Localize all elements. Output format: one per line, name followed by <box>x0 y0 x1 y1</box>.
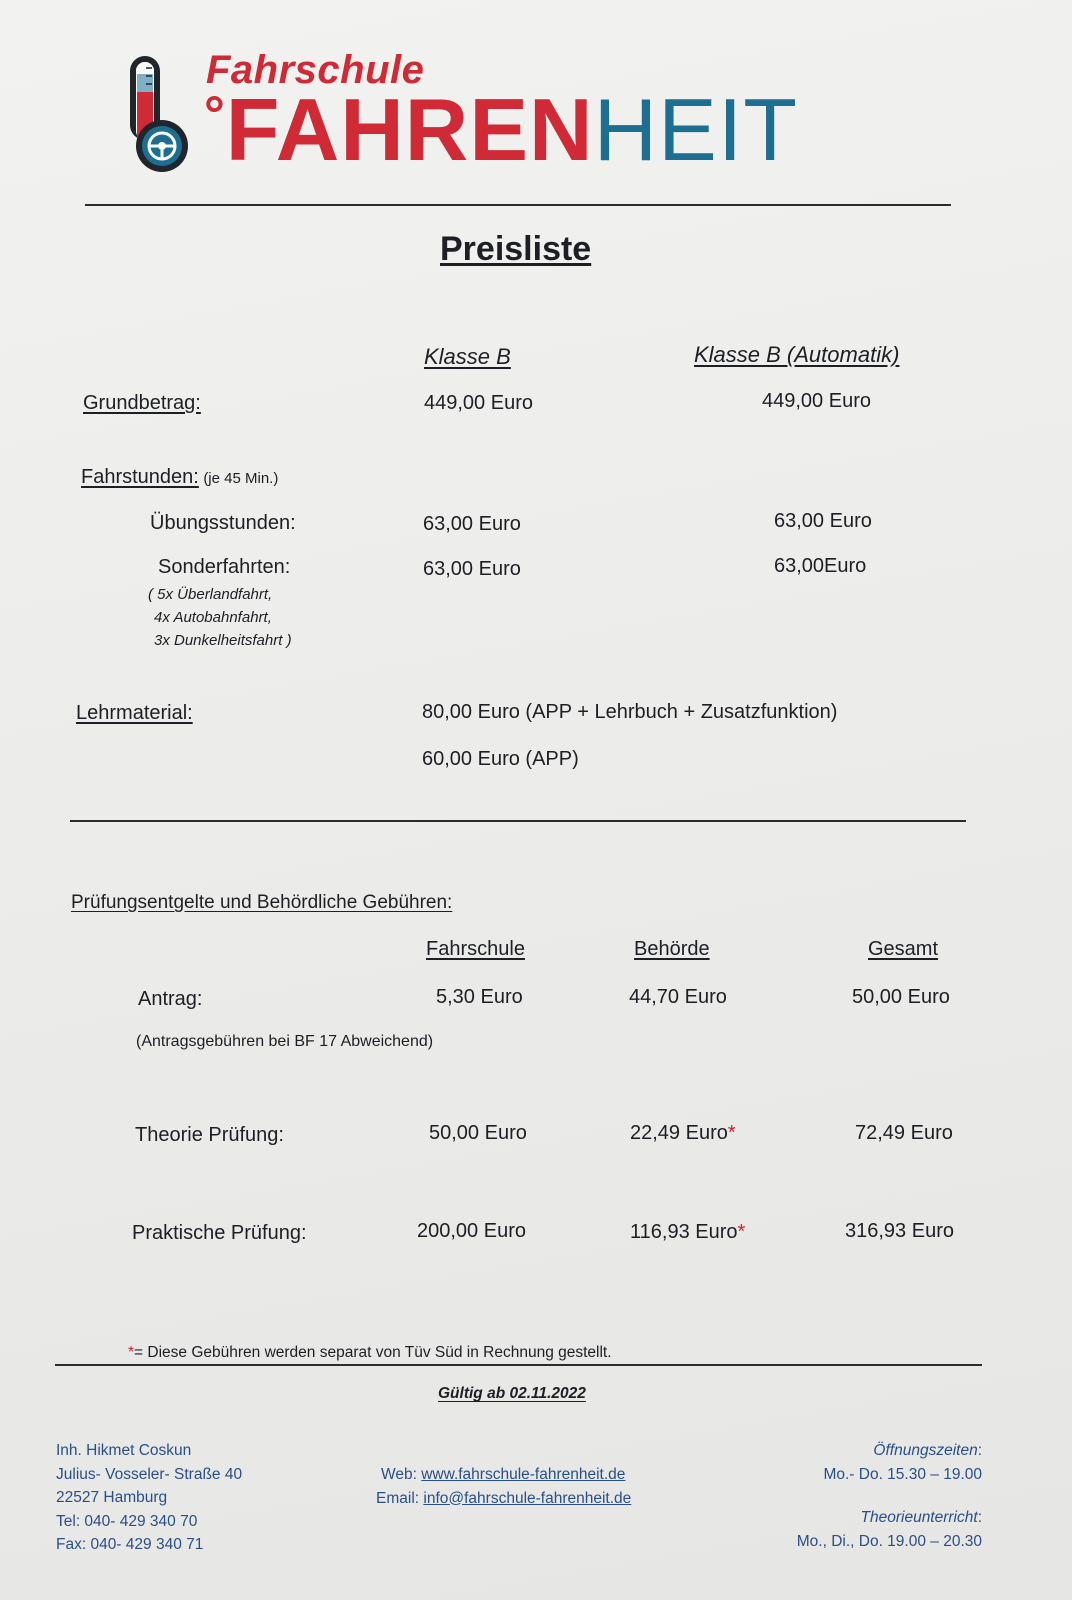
brand-heit: HEIT <box>593 80 799 179</box>
praxis-behoerde <box>630 1221 745 1244</box>
fees-heading: Prüfungsentgelte und Behördliche Gebühren: <box>71 892 453 913</box>
hours-label: Öffnungszeiten <box>873 1442 978 1459</box>
praxis-fahrschule: 200,00 Euro <box>417 1220 526 1242</box>
theorie-behoerde <box>630 1122 736 1145</box>
website-link[interactable]: www.fahrschule-fahrenheit.de <box>421 1466 626 1483</box>
lehrmaterial-option-1: 80,00 Euro (APP + Lehrbuch + Zusatzfunktion) <box>422 701 838 723</box>
theorie-fahrschule: 50,00 Euro <box>429 1122 527 1144</box>
sonder-detail-3: 3x Dunkelheitsfahrt ) <box>154 632 292 649</box>
theorie-behoerde-value: 22,49 Euro <box>630 1122 728 1144</box>
brand-main-text <box>204 80 799 179</box>
theorie-label: Theorie Prüfung: <box>135 1124 284 1146</box>
sonder-label: Sonderfahrten: <box>158 556 291 578</box>
uebung-b: 63,00 Euro <box>423 513 521 535</box>
footer-city: 22527 Hamburg <box>56 1489 168 1506</box>
thermometer-logo-icon <box>124 52 192 174</box>
footer-divider <box>55 1364 982 1366</box>
footer-owner: Inh. Hikmet Coskun <box>56 1442 192 1459</box>
antrag-gesamt: 50,00 Euro <box>852 986 950 1008</box>
lehrmaterial-label: Lehrmaterial: <box>76 702 193 724</box>
fahrstunden-heading <box>81 466 278 489</box>
sonder-detail-2: 4x Autobahnfahrt, <box>154 609 272 626</box>
sonder-auto: 63,00Euro <box>774 555 867 577</box>
brand-fahren: FAHREN <box>225 80 594 179</box>
fee-footnote <box>128 1344 612 1362</box>
class-b-heading: Klasse B <box>424 344 511 369</box>
footer-hours <box>797 1439 982 1553</box>
section-divider <box>70 820 966 822</box>
header-divider <box>85 204 951 206</box>
praxis-gesamt: 316,93 Euro <box>845 1220 954 1242</box>
hours-value: Mo.- Do. 15.30 – 19.00 <box>823 1465 982 1483</box>
theorie-star: * <box>727 1122 736 1144</box>
brand-top-text: Fahrschule <box>206 48 425 92</box>
sonder-b: 63,00 Euro <box>423 558 521 580</box>
footer-street: Julius- Vosseler- Straße 40 <box>56 1465 243 1483</box>
theory-label: Theorieunterricht <box>860 1509 978 1526</box>
col-fahrschule: Fahrschule <box>426 938 525 960</box>
email-link[interactable]: info@fahrschule-fahrenheit.de <box>423 1489 632 1507</box>
footnote-star: * <box>128 1344 135 1361</box>
footer-fax: Fax: 040- 429 340 71 <box>56 1536 204 1553</box>
footer-tel: Tel: 040- 429 340 70 <box>56 1512 198 1530</box>
grundbetrag-b: 449,00 Euro <box>424 392 533 414</box>
footer-web-row <box>376 1463 631 1487</box>
col-behoerde: Behörde <box>634 938 710 960</box>
valid-from: Gültig ab 02.11.2022 <box>438 1385 586 1402</box>
class-b-auto-heading: Klasse B (Automatik) <box>694 342 900 367</box>
grundbetrag-auto: 449,00 Euro <box>762 390 871 412</box>
theorie-gesamt: 72,49 Euro <box>855 1122 953 1144</box>
fahrstunden-label: Fahrstunden: <box>81 466 199 488</box>
theory-heading <box>797 1506 982 1530</box>
antrag-label: Antrag: <box>138 988 203 1010</box>
antrag-fahrschule: 5,30 Euro <box>436 986 523 1008</box>
sonder-detail-1: ( 5x Überlandfahrt, <box>148 586 273 603</box>
col-gesamt: Gesamt <box>868 938 939 960</box>
praxis-star: * <box>737 1221 746 1243</box>
fahrstunden-note: (je 45 Min.) <box>203 470 279 487</box>
theory-colon: : <box>977 1509 982 1526</box>
footer-address <box>56 1439 242 1557</box>
degree-symbol: ° <box>204 86 226 144</box>
uebung-auto: 63,00 Euro <box>774 510 872 532</box>
praxis-label: Praktische Prüfung: <box>132 1222 307 1244</box>
theory-value: Mo., Di., Do. 19.00 – 20.30 <box>796 1532 982 1550</box>
footnote-text: = Diese Gebühren werden separat von Tüv Süd in Rechnung gestellt. <box>134 1344 612 1361</box>
page-title: Preisliste <box>440 230 592 268</box>
footer-contact <box>376 1463 631 1510</box>
antrag-behoerde: 44,70 Euro <box>629 986 727 1008</box>
uebung-label: Übungsstunden: <box>150 512 296 534</box>
email-label: Email: <box>376 1489 420 1507</box>
lehrmaterial-option-2: 60,00 Euro (APP) <box>422 748 579 770</box>
hours-colon: : <box>977 1442 982 1459</box>
hours-heading <box>797 1439 982 1463</box>
antrag-note: (Antragsgebühren bei BF 17 Abweichend) <box>136 1033 434 1050</box>
praxis-behoerde-value: 116,93 Euro <box>630 1221 738 1243</box>
footer-email-row <box>376 1487 631 1511</box>
web-label: Web: <box>381 1466 417 1483</box>
grundbetrag-label: Grundbetrag: <box>83 392 201 414</box>
